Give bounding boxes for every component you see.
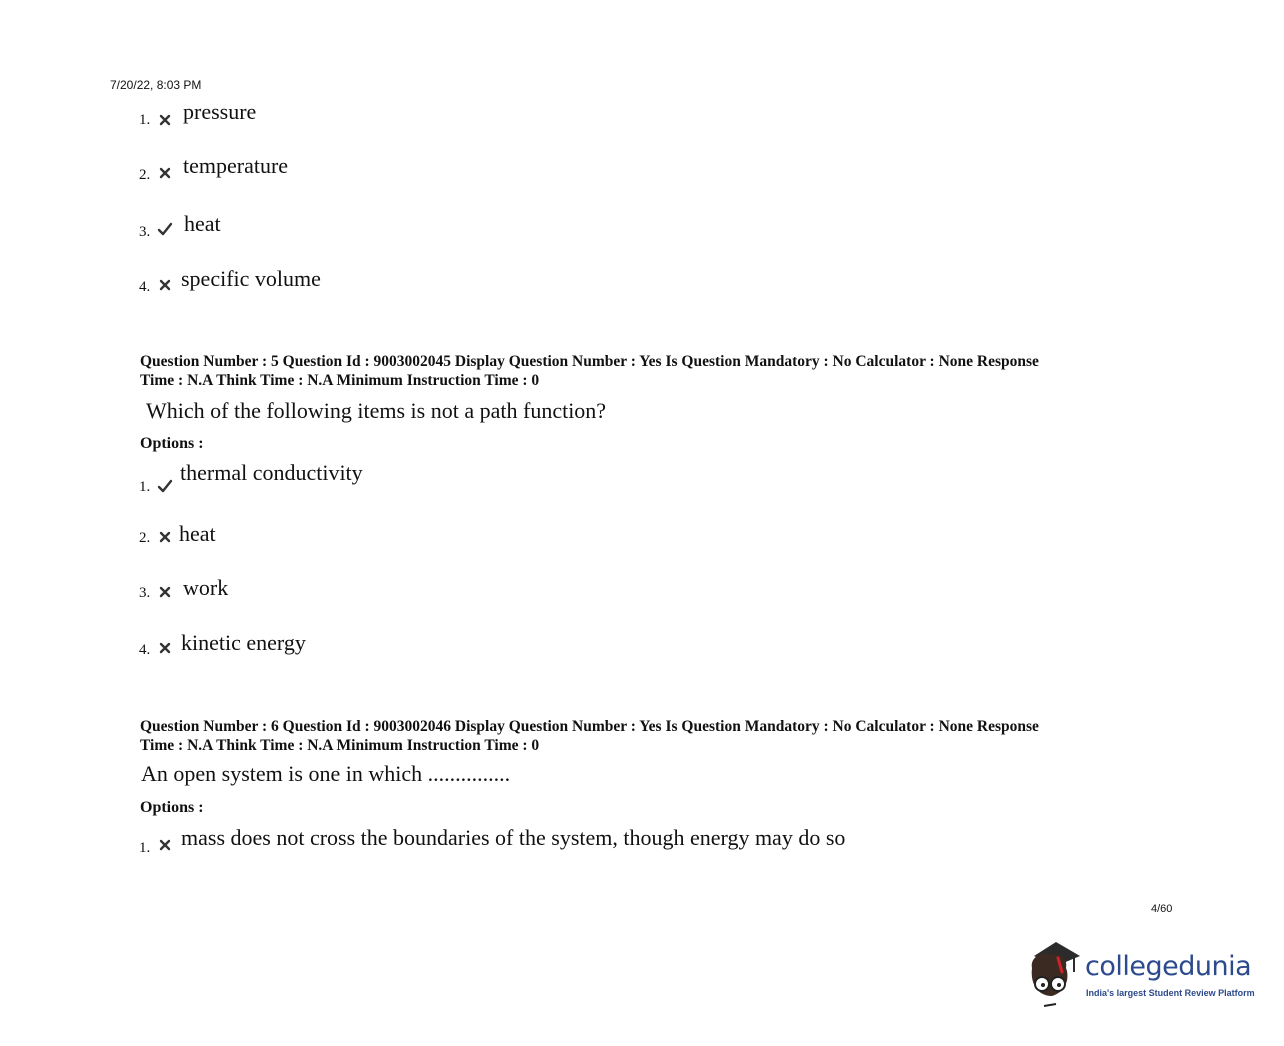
cross-icon — [158, 113, 172, 127]
check-icon — [157, 221, 173, 237]
logo-tagline: India's largest Student Review Platform — [1086, 988, 1255, 998]
question-meta-line: Time : N.A Think Time : N.A Minimum Instruction Time : 0 — [140, 372, 540, 389]
option-text: pressure — [183, 99, 257, 124]
option-text: work — [183, 575, 229, 600]
options-label: Options : — [140, 799, 204, 816]
option-number: 3. — [139, 585, 151, 601]
check-icon — [157, 478, 173, 494]
option-text: heat — [179, 521, 216, 546]
option-number: 1. — [139, 840, 151, 856]
cross-icon — [158, 166, 172, 180]
logo-brand: collegedunia — [1085, 951, 1252, 982]
option-text: kinetic energy — [181, 630, 306, 655]
options-label: Options : — [140, 435, 204, 452]
cross-icon — [158, 838, 172, 852]
option-text: specific volume — [181, 266, 321, 291]
question-meta-line: Question Number : 6 Question Id : 9003002046 Display Question Number : Yes Is Question Mandatory : No Calculator : None Response — [140, 718, 1039, 735]
option-number: 4. — [139, 642, 151, 658]
cross-icon — [158, 585, 172, 599]
question-meta-line: Question Number : 5 Question Id : 9003002045 Display Question Number : Yes Is Question Mandatory : No Calculator : None Response — [140, 353, 1039, 370]
option-text: heat — [184, 211, 221, 236]
question-meta — [140, 352, 1150, 390]
page-number: 4/60 — [1151, 903, 1173, 915]
option-number: 1. — [139, 112, 151, 128]
option-text: mass does not cross the boundaries of the system, though energy may do so — [181, 825, 846, 850]
question-text: Which of the following items is not a path function? — [146, 398, 607, 423]
print-timestamp: 7/20/22, 8:03 PM — [110, 78, 202, 92]
option-text: thermal conductivity — [180, 460, 363, 485]
option-number: 4. — [139, 279, 151, 295]
question-text: An open system is one in which ............... — [141, 761, 511, 786]
option-number: 2. — [139, 530, 151, 546]
cross-icon — [158, 530, 172, 544]
mascot-icon — [1022, 938, 1084, 1010]
question-meta — [140, 717, 1150, 755]
option-number: 2. — [139, 167, 151, 183]
cross-icon — [158, 641, 172, 655]
collegedunia-logo — [1022, 938, 1254, 1010]
question-meta-line: Time : N.A Think Time : N.A Minimum Instruction Time : 0 — [140, 737, 540, 754]
cross-icon — [158, 278, 172, 292]
option-number: 3. — [139, 224, 151, 240]
option-number: 1. — [139, 479, 151, 495]
option-text: temperature — [183, 153, 289, 178]
